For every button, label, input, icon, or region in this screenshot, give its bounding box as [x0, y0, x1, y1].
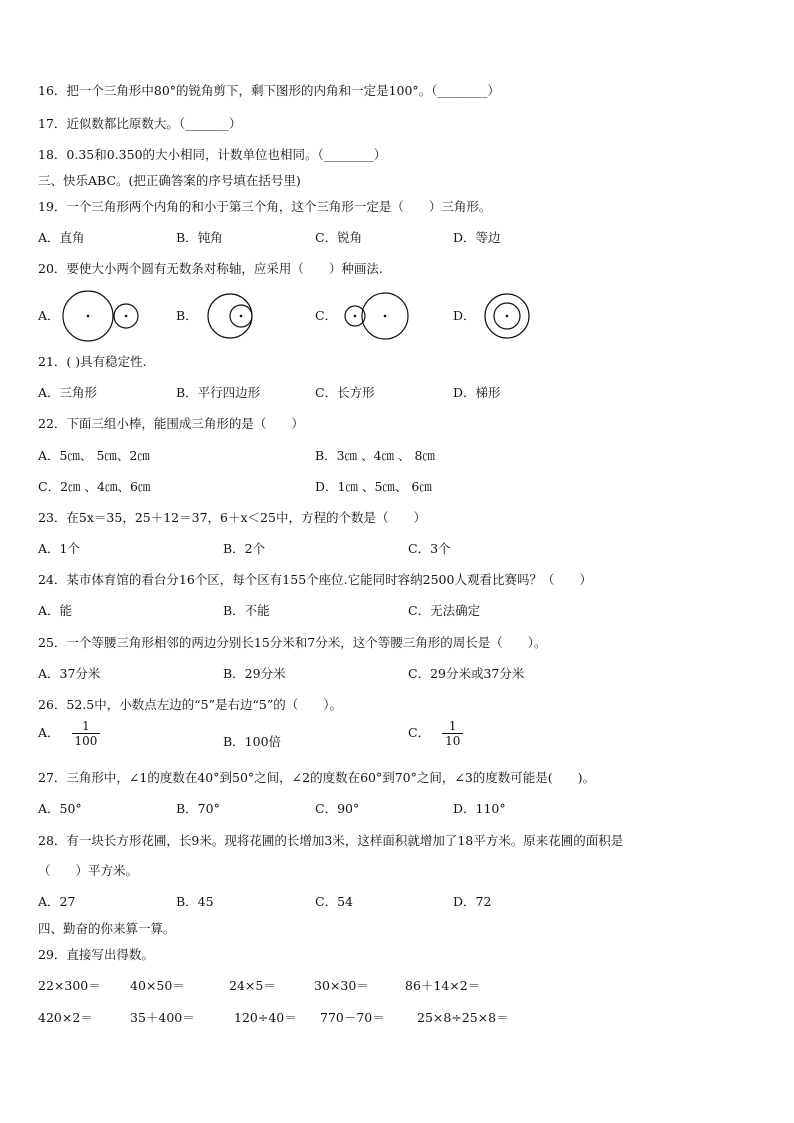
option-c[interactable]: C．29分米或37分米 [408, 666, 525, 681]
question-28-line-2: （ ）平方米。 [38, 863, 139, 878]
option-c[interactable]: C．长方形 [315, 385, 375, 400]
fraction-denominator: 100 [72, 733, 101, 748]
calc-item: 22×300＝ [38, 978, 101, 993]
option-a[interactable]: A．27 [38, 894, 76, 909]
option-d[interactable]: D． [453, 308, 476, 323]
option-c-label: C． [408, 725, 431, 740]
option-b[interactable]: B．钝角 [176, 230, 223, 245]
option-a[interactable]: A．1个 [38, 541, 80, 556]
option-b[interactable]: B．不能 [223, 603, 270, 618]
question-16: 16．把一个三角形中80°的锐角剪下，剩下图形的内角和一定是100°。（________） [38, 83, 500, 98]
option-d[interactable]: D．等边 [453, 230, 501, 245]
calc-item: 25×8÷25×8＝ [417, 1010, 509, 1025]
fraction-one-hundredth [72, 719, 101, 748]
option-a-label: A． [38, 725, 60, 740]
question-29: 29．直接写出得数。 [38, 947, 154, 962]
fraction-numerator: 1 [82, 719, 90, 733]
question-21: 21．( )具有稳定性. [38, 354, 147, 369]
option-c[interactable]: C．无法确定 [408, 603, 481, 618]
option-c[interactable]: C． [315, 308, 338, 323]
option-b[interactable]: B．70° [176, 801, 220, 816]
circles-figure-d [480, 289, 534, 343]
circles-figure-b [203, 289, 263, 343]
question-26: 26．52.5中，小数点左边的“5”是右边“5”的（ ）。 [38, 697, 342, 712]
question-25: 25．一个等腰三角形相邻的两边分别长15分米和7分米，这个等腰三角形的周长是（ ）。 [38, 635, 547, 650]
option-b[interactable]: B．45 [176, 894, 214, 909]
option-a[interactable]: A． [38, 308, 60, 323]
option-c[interactable]: C．2㎝ 、4㎝、6㎝ [38, 479, 151, 494]
option-c[interactable] [408, 719, 463, 748]
option-a[interactable]: A．能 [38, 603, 73, 618]
option-b[interactable]: B．2个 [223, 541, 266, 556]
question-24: 24．某市体育馆的看台分16个区，每个区有155个座位.它能同时容纳2500人观看比赛吗？（ ） [38, 572, 592, 587]
calc-item: 35＋400＝ [130, 1010, 195, 1025]
option-c[interactable]: C．54 [315, 894, 353, 909]
option-b[interactable]: B． [176, 308, 198, 323]
option-a[interactable]: A．37分米 [38, 666, 101, 681]
question-22: 22．下面三组小棒，能围成三角形的是（ ） [38, 416, 304, 431]
option-d[interactable]: D．110° [453, 801, 506, 816]
option-a[interactable]: A．50° [38, 801, 82, 816]
calc-item: 770－70＝ [320, 1010, 385, 1025]
calc-item: 24×5＝ [229, 978, 276, 993]
circles-figure-a [60, 289, 140, 343]
calc-item: 120÷40＝ [234, 1010, 297, 1025]
option-b[interactable]: B．平行四边形 [176, 385, 261, 400]
option-d[interactable]: D．梯形 [453, 385, 501, 400]
calc-item: 30×30＝ [314, 978, 369, 993]
circles-figure-c [340, 289, 412, 343]
question-27: 27．三角形中，∠1的度数在40°到50°之间，∠2的度数在60°到70°之间，∠3的度数可能是( )。 [38, 770, 596, 785]
option-b[interactable]: B．29分米 [223, 666, 286, 681]
question-20: 20．要使大小两个圆有无数条对称轴，应采用（ ）种画法. [38, 261, 383, 276]
option-c[interactable]: C．90° [315, 801, 360, 816]
option-a[interactable]: A．5㎝、 5㎝、2㎝ [38, 448, 150, 463]
option-d[interactable]: D．1㎝ 、5㎝、 6㎝ [315, 479, 432, 494]
calc-item: 40×50＝ [130, 978, 185, 993]
question-19: 19．一个三角形两个内角的和小于第三个角，这个三角形一定是（ ）三角形。 [38, 199, 492, 214]
option-b[interactable]: B．100倍 [223, 734, 282, 749]
section-3-heading: 三、快乐ABC。(把正确答案的序号填在括号里) [38, 173, 301, 188]
question-17: 17．近似数都比原数大。（_______） [38, 116, 242, 131]
calc-item: 420×2＝ [38, 1010, 93, 1025]
fraction-denominator: 10 [442, 733, 463, 748]
question-18: 18．0.35和0.350的大小相同，计数单位也相同。（________） [38, 147, 387, 162]
fraction-numerator: 1 [448, 719, 457, 733]
question-28-line-1: 28．有一块长方形花圃，长9米。现将花圃的长增加3米，这样面积就增加了18平方米。原来花圃的面积是 [38, 833, 624, 848]
option-a[interactable]: A．直角 [38, 230, 85, 245]
calc-item: 86＋14×2＝ [405, 978, 481, 993]
option-b[interactable]: B．3㎝ 、4㎝ 、 8㎝ [315, 448, 435, 463]
question-20-options [38, 307, 754, 325]
option-a[interactable] [38, 719, 100, 748]
option-c[interactable]: C．锐角 [315, 230, 363, 245]
option-c[interactable]: C．3个 [408, 541, 451, 556]
option-a[interactable]: A．三角形 [38, 385, 98, 400]
question-23: 23．在5x＝35，25＋12＝37，6＋x＜25中，方程的个数是（ ） [38, 510, 426, 525]
fraction-one-tenth [442, 719, 463, 748]
section-4-heading: 四、勤奋的你来算一算。 [38, 921, 176, 936]
option-d[interactable]: D．72 [453, 894, 492, 909]
